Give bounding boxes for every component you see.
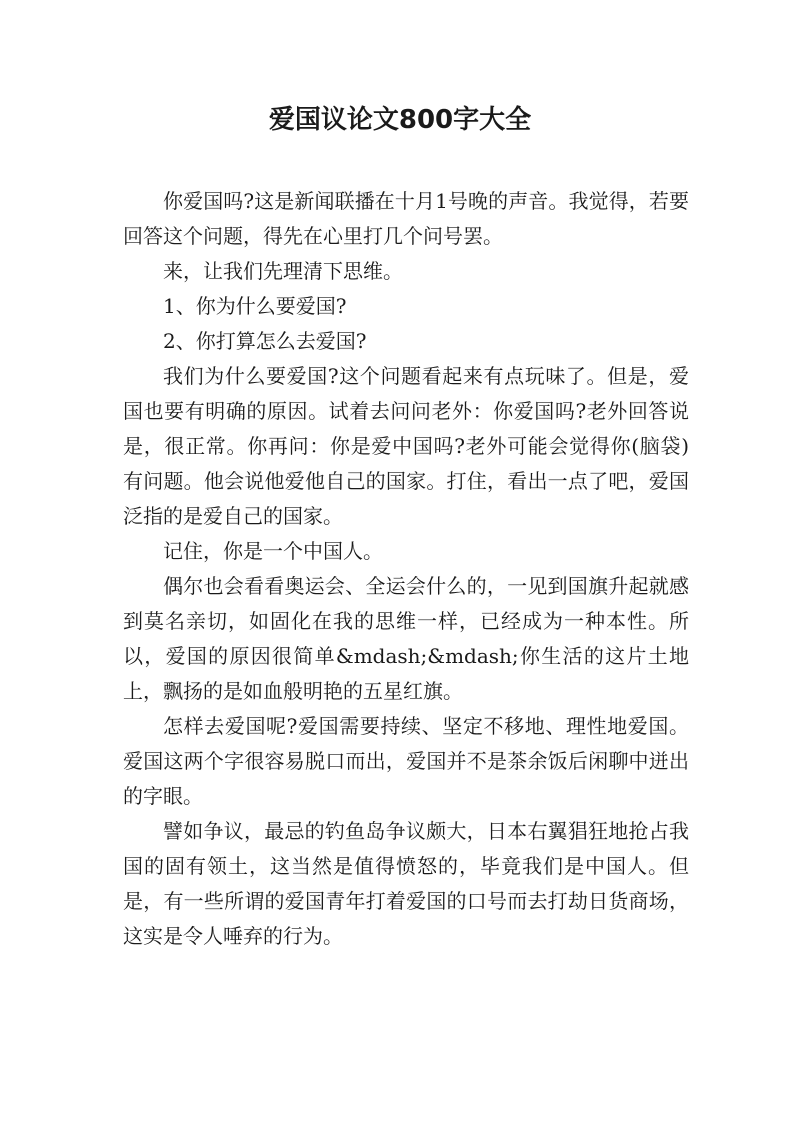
paragraph-4: 2、你打算怎么去爱国? bbox=[163, 329, 367, 353]
document-body bbox=[123, 184, 689, 954]
paragraph-5: 我们为什么要爱国?这个问题看起来有点玩味了。但是，爱国也要有明确的原因。试着去问问老外：你爱国吗?老外回答说是，很正常。你再问：你是爱中国吗?老外可能会觉得你(脑袋)有问题。他会说他爱他自己的国家。打住，看出一点了吧，爱国泛指的是爱自己的国家。 bbox=[123, 364, 689, 528]
paragraph-7: 偶尔也会看看奥运会、全运会什么的，一见到国旗升起就感到莫名亲切，如固化在我的思维一样，已经成为一种本性。所以，爱国的原因很简单&mdash;&mdash;你生活的这片土地上，飘扬的是如血般明艳的五星红旗。 bbox=[123, 574, 689, 703]
paragraph-2: 来，让我们先理清下思维。 bbox=[163, 259, 403, 283]
document-title: 爱国议论文800字大全 bbox=[268, 105, 532, 135]
paragraph-9: 譬如争议，最忌的钓鱼岛争议颇大，日本右翼猖狂地抢占我国的固有领土，这当然是值得愤怒的，毕竟我们是中国人。但是，有一些所谓的爱国青年打着爱国的口号而去打劫日货商场，这实是令人唾弃的行为。 bbox=[123, 819, 689, 948]
paragraph-1: 你爱国吗?这是新闻联播在十月1号晚的声音。我觉得，若要回答这个问题，得先在心里打几个问号罢。 bbox=[123, 189, 689, 248]
paragraph-3: 1、你为什么要爱国? bbox=[163, 294, 347, 318]
paragraph-6: 记住，你是一个中国人。 bbox=[163, 539, 383, 563]
paragraph-8: 怎样去爱国呢?爱国需要持续、坚定不移地、理性地爱国。爱国这两个字很容易脱口而出，爱国并不是茶余饭后闲聊中迸出的字眼。 bbox=[123, 714, 689, 808]
